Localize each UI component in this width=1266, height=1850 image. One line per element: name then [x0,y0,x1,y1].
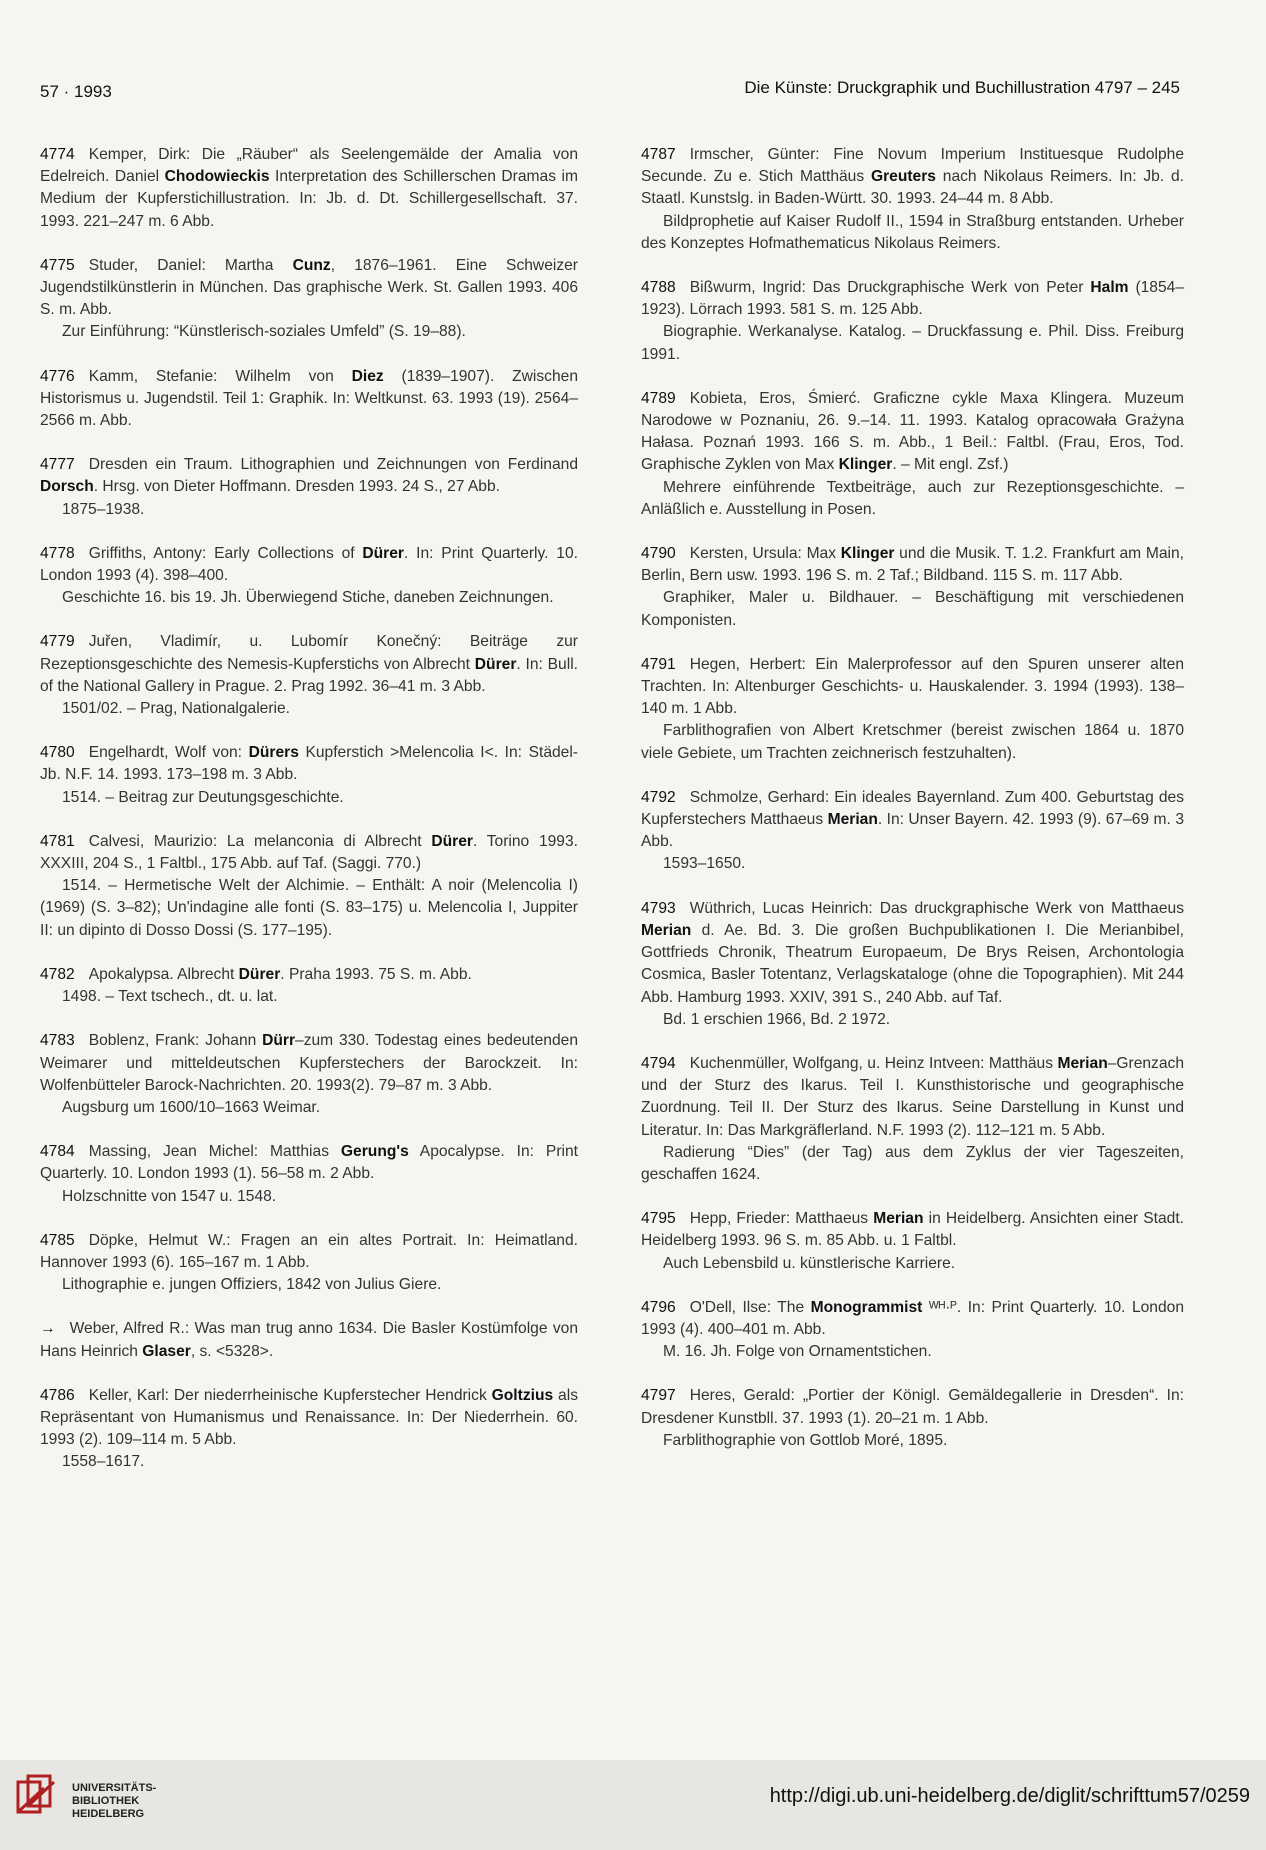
entry-text [40,1385,578,1452]
entry-number: 4779 [40,633,75,651]
bibliography-entry [641,1385,1184,1452]
entry-number: 4790 [641,545,676,563]
entry-note: Zur Einführung: “Künstlerisch-soziales Umfeld” (S. 19–88). [62,323,466,341]
bibliography-entry [641,1053,1184,1186]
entry-text-before: Keller, Karl: Der niederrheinische Kupferstecher Hendrick [88,1386,492,1404]
entry-text-before: Massing, Jean Michel: Matthias [88,1143,341,1161]
bibliography-entry [40,1385,578,1474]
entry-note: Bildprophetie auf Kaiser Rudolf II., 1594 in Straßburg entstanden. Urheber des Konzeptes Hofmathematicus Nikolaus Reimers. [641,212,1184,252]
bibliography-entry [40,454,578,521]
entry-number: 4789 [641,389,676,407]
entry-note: Geschichte 16. bis 19. Jh. Überwiegend Stiche, daneben Zeichnungen. [62,589,554,607]
entry-text-before: Irmscher, Günter: Fine Novum Imperium Instituesque Rudolphe Secunde. Zu e. Stich Matthäus [641,146,1184,186]
entry-number: 4797 [641,1387,676,1405]
entry-text [40,366,578,433]
entry-note: Biographie. Werkanalyse. Katalog. – Druckfassung e. Phil. Diss. Freiburg 1991. [641,323,1184,363]
entry-number: 4782 [40,965,75,983]
entry-artist-name: Merian [827,811,878,829]
entry-note: Holzschnitte von 1547 u. 1548. [62,1187,277,1205]
entry-artist-name: Greuters [870,168,936,186]
entry-text [40,1318,578,1362]
entry-text-before: O'Dell, Ilse: The [689,1298,811,1316]
entry-artist-name: Cunz [292,256,331,274]
entry-text [40,831,578,875]
entry-note: Auch Lebensbild u. künstlerische Karriere. [663,1254,956,1272]
entry-text [641,898,1184,1009]
entry-note: 1514. – Hermetische Welt der Alchimie. – Enthält: A noir (Melencolia I) (1969) (S. 3–82); Un'indagine alle fonti (S. 83–175) u. Melencolia I, Juppiter II: un dipinto di Dosso Dossi (S. 177–195). [40,877,578,939]
entry-text [641,1297,1184,1341]
entry-text-after: (1854–1923). Lörrach 1993. 581 S. m. 125 Abb. [641,279,1184,319]
library-name [72,1782,156,1821]
entry-artist-name: Dürer [362,544,404,562]
bibliography-entry [40,964,578,1008]
entry-text-before: Heres, Gerald: „Portier der Königl. Gemäldegallerie in Dresden“. In: Dresdener Kunstbll. 37. 1993 (1). 20–21 m. 1 Abb. [641,1387,1184,1427]
bibliography-entry [40,543,578,610]
left-column [40,144,578,1496]
entry-number: 4776 [40,367,75,385]
bibliography-entry [641,144,1184,255]
entry-number: 4785 [40,1231,75,1249]
entry-artist-name: Klinger [840,545,895,563]
entry-artist-name: Goltzius [491,1386,554,1404]
bibliography-entry [40,631,578,720]
entry-note: M. 16. Jh. Folge von Ornamentstichen. [663,1343,932,1361]
entry-number: 4774 [40,146,75,163]
entry-number: 4792 [641,788,676,806]
entry-text [40,543,578,587]
entry-text [641,1385,1184,1429]
entry-number: 4775 [40,256,75,274]
entry-artist-name: Halm [1090,279,1129,297]
entry-artist-name: Dürr [262,1032,296,1050]
entry-text-after: und die Musik. T. 1.2. Frankfurt am Main, Berlin, Bern usw. 1993. 196 S. m. 2 Taf.; Bildband. 115 S. m. 117 Abb. [641,545,1184,585]
entry-text [40,255,578,322]
entry-note: 1593–1650. [663,855,746,873]
entry-note: 1498. – Text tschech., dt. u. lat. [62,988,278,1006]
entry-text-before: Hepp, Frieder: Matthaeus [689,1210,874,1228]
bibliography-entry [641,898,1184,1031]
entry-number: 4777 [40,456,75,474]
entry-text-before: Weber, Alfred R.: Was man trug anno 1634. Die Basler Kostümfolge von Hans Heinrich [40,1320,578,1360]
entry-number: 4791 [641,655,676,673]
bibliography-entry [641,388,1184,521]
entry-artist-name: Merian [873,1210,924,1228]
entry-text-after: . In: Print Quarterly. 10. London 1993 (4). 398–400. [40,544,578,585]
bibliography-entry [641,277,1184,366]
entry-text-before: Griffiths, Antony: Early Collections of [88,544,363,562]
entry-text [40,964,578,986]
entry-artist-name: Dorsch [40,478,94,496]
entry-note: 1558–1617. [62,1453,145,1471]
entry-number: 4794 [641,1054,676,1072]
entry-note: Mehrere einführende Textbeiträge, auch zur Rezeptionsgeschichte. – Anläßlich e. Ausstellung in Posen. [641,478,1184,518]
entry-text-before: Kemper, Dirk: Die „Räuber“ als Seelengemälde der Amalia von Edelreich. Daniel [40,146,578,186]
bibliography-entry [40,1230,578,1297]
entry-artist-name: Dürer [238,965,281,983]
library-logo-icon [14,1772,64,1822]
entry-text-after: . – Mit engl. Zsf.) [892,456,1009,474]
bibliography-entry [641,787,1184,876]
bibliography-entry [641,1208,1184,1275]
entry-note: Augsburg um 1600/10–1663 Weimar. [62,1098,321,1116]
entry-text [40,1030,578,1097]
entry-text [641,277,1184,321]
entry-text-before: Bißwurm, Ingrid: Das Druckgraphische Werk von Peter [689,279,1091,297]
entry-number: 4778 [40,544,75,562]
entry-text-before: Kobieta, Eros, Śmierć. Graficzne cykle Maxa Klingera. Muzeum Narodowe w Poznaniu, 26. 9.–14. 11. 1993. Katalog opracowała Grażyna Hałasa. Poznań 1993. 166 S. m. Abb., 1 Beil.: Faltbl. (Frau, Eros, Tod. Graphische Zyklen von Max [641,389,1184,474]
entry-text-after: ᵂᴴ·ᴾ. In: Print Quarterly. 10. London 1993 (4). 400–401 m. Abb. [641,1298,1184,1338]
entry-artist-name: Gerung's [340,1143,409,1161]
entry-text-after: Interpretation des Schillerschen Dramas im Medium der Kupferstichillustration. In: Jb. d. Dt. Schillergesellschaft. 37. 1993. 221–247 m. 6 Abb. [40,168,578,230]
entry-text-before: Döpke, Helmut W.: Fragen an ein altes Portrait. In: Heimatland. Hannover 1993 (6). 165–167 m. 1 Abb. [40,1231,578,1271]
entry-number: 4781 [40,832,75,850]
library-line-1: UNIVERSITÄTS- [72,1782,157,1794]
entry-text [40,1230,578,1274]
entry-text-after: . Hrsg. von Dieter Hoffmann. Dresden 1993. 24 S., 27 Abb. [93,478,500,496]
entry-note: 1875–1938. [62,500,145,518]
entry-text [40,742,578,786]
entry-text-before: Wüthrich, Lucas Heinrich: Das druckgraphische Werk von Matthaeus [689,899,1184,917]
entry-artist-name: Chodowieckis [164,168,270,186]
library-line-3: HEIDELBERG [72,1808,145,1820]
entry-note: Bd. 1 erschien 1966, Bd. 2 1972. [663,1010,891,1028]
source-url[interactable]: http://digi.ub.uni-heidelberg.de/diglit/schrifttum57/0259 [769,1785,1250,1807]
page-header-left: 57 · 1993 [40,82,112,101]
entry-artist-name: Merian [1057,1054,1108,1072]
bibliography-entry [641,1297,1184,1364]
entry-text-before: Juřen, Vladimír, u. Lubomír Konečný: Beiträge zur Rezeptionsgeschichte des Nemesis-Kupferstichs von Albrecht [40,633,578,673]
entry-text-after: (1839–1907). Zwischen Historismus u. Jugendstil. Teil 1: Graphik. In: Weltkunst. 63. 1993 (19). 2564–2566 m. Abb. [40,367,578,430]
entry-text-after: . In: Bull. of the National Gallery in Prague. 2. Prag 1992. 36–41 m. 3 Abb. [40,655,578,695]
entry-text-after: . Praha 1993. 75 S. m. Abb. [280,965,472,983]
entry-note: Farblithografien von Albert Kretschmer (bereist zwischen 1864 u. 1870 viele Gebiete, um Trachten zeichnerisch festzuhalten). [641,722,1184,762]
entry-text [641,654,1184,721]
entry-text [641,543,1184,587]
entry-note: 1514. – Beitrag zur Deutungsgeschichte. [62,788,344,806]
entry-artist-name: Merian [641,921,692,939]
bibliography-entry [40,255,578,344]
entry-text-after: –Grenzach und der Sturz des Ikarus. Teil I. Kunsthistorische und geographische Zuordnung. Teil II. Der Sturz des Ikarus. Seine Darstellung in Kunst und Literatur. In: Das Markgräflerland. N.F. 1993 (2). 112–121 m. 5 Abb. [641,1054,1184,1139]
entry-artist-name: Dürer [474,655,517,673]
entry-number: 4783 [40,1032,75,1050]
entry-artist-name: Dürers [248,744,299,762]
entry-text-after: . Torino 1993. XXXIII, 204 S., 1 Faltbl., 175 Abb. auf Taf. (Saggi. 770.) [40,832,578,873]
entry-text-after: , s. <5328>. [190,1342,274,1360]
entry-text-after: –zum 330. Todestag eines bedeutenden Weimarer und mitteldeutschen Kupferstechers der Barockzeit. In: Wolfenbütteler Barock-Nachrichten. 20. 1993(2). 79–87 m. 3 Abb. [40,1032,578,1094]
entry-text-before: Calvesi, Maurizio: La melanconia di Albrecht [88,832,432,850]
bibliography-entry [40,1141,578,1208]
entry-text [40,144,578,233]
entry-number: 4796 [641,1298,676,1316]
entry-text [40,454,578,498]
entry-text [641,1208,1184,1252]
bibliography-entry [40,742,578,809]
entry-text-before: Apokalypsa. Albrecht [88,965,239,983]
entry-text-before: Hegen, Herbert: Ein Malerprofessor auf den Spuren unserer alten Trachten. In: Altenburger Geschichts- u. Hauskalender. 3. 1994 (1993). 138–140 m. 1 Abb. [641,655,1184,718]
entry-text [641,1053,1184,1142]
entry-text [40,1141,578,1185]
bibliography-entry [40,1030,578,1119]
entry-text [641,787,1184,854]
entry-number: 4780 [40,744,75,762]
entry-text-after: . In: Unser Bayern. 42. 1993 (9). 67–69 m. 3 Abb. [641,811,1184,851]
page-header-right: Die Künste: Druckgraphik und Buchillustration 4797 – 245 [744,78,1180,97]
bibliography-entry [40,144,578,233]
library-line-2: BIBLIOTHEK [72,1795,140,1807]
entry-artist-name: Dürer [431,832,473,850]
bibliography-entry [641,543,1184,632]
entry-number: 4788 [641,279,676,297]
entry-text-before: Boblenz, Frank: Johann [88,1032,263,1050]
bibliography-entry [40,366,578,433]
entry-text-after: in Heidelberg. Ansichten einer Stadt. Heidelberg 1993. 96 S. m. 85 Abb. u. 1 Faltbl. [641,1210,1184,1250]
entry-number: 4793 [641,899,676,917]
entry-note: Lithographie e. jungen Offiziers, 1842 von Julius Giere. [62,1276,442,1294]
entry-text-after: d. Ae. Bd. 3. Die großen Buchpublikationen I. Die Merianbibel, Gottfrieds Chronik, Theatrum Europaeum, De Brys Reisen, Archontologia Cosmica, Basler Totentanz, Verlagskataloge (ohne die Topographien). Mit 244 Abb. Hamburg 1993. XXIV, 391 S., 240 Abb. auf Taf. [641,921,1184,1006]
entry-note: Radierung “Dies” (der Tag) aus dem Zyklus der vier Tageszeiten, geschaffen 1624. [641,1143,1184,1183]
entry-number: 4784 [40,1143,75,1161]
entry-text-after: , 1876–1961. Eine Schweizer Jugendstilkünstlerin in München. Das graphische Werk. St. Gallen 1993. 406 S. m. Abb. [40,256,578,319]
entry-number: → [40,1320,56,1338]
bibliography-entry [641,654,1184,765]
entry-artist-name: Klinger [838,456,893,474]
entry-text [641,388,1184,477]
entry-text-before: Kersten, Ursula: Max [689,545,841,563]
entry-text-before: Kuchenmüller, Wolfgang, u. Heinz Intveen: Matthäus [689,1054,1058,1072]
entry-text-after: Kupferstich >Melencolia I<. In: Städel-Jb. N.F. 14. 1993. 173–198 m. 3 Abb. [40,744,578,784]
entry-artist-name: Monogrammist [810,1298,923,1316]
entry-text-before: Engelhardt, Wolf von: [88,744,249,762]
right-column [641,144,1184,1474]
entry-text-after: Apocalypse. In: Print Quarterly. 10. London 1993 (1). 56–58 m. 2 Abb. [40,1143,578,1183]
entry-number: 4795 [641,1210,676,1228]
entry-text [40,631,578,698]
entry-artist-name: Diez [351,367,384,385]
entry-text [641,144,1184,211]
entry-note: Graphiker, Maler u. Bildhauer. – Beschäftigung mit verschiedenen Komponisten. [641,589,1184,629]
entry-note: 1501/02. – Prag, Nationalgalerie. [62,700,290,718]
entry-text-before: Dresden ein Traum. Lithographien und Zeichnungen von Ferdinand [88,456,578,474]
entry-text-before: Kamm, Stefanie: Wilhelm von [88,367,352,385]
entry-artist-name: Glaser [142,1342,191,1360]
entry-text-before: Studer, Daniel: Martha [88,256,293,274]
bibliography-entry [40,1318,578,1362]
footer-bar [0,1760,1266,1850]
entry-number: 4787 [641,146,676,163]
bibliography-entry [40,831,578,942]
entry-text-after: nach Nikolaus Reimers. In: Jb. d. Staatl. Kunstslg. in Baden-Württ. 30. 1993. 24–44 m. 8 Abb. [641,168,1184,208]
entry-text-before: Schmolze, Gerhard: Ein ideales Bayernland. Zum 400. Geburtstag des Kupferstechers Matthaeus [641,788,1184,829]
entry-note: Farblithographie von Gottlob Moré, 1895. [663,1431,948,1449]
entry-number: 4786 [40,1386,75,1404]
entry-text-after: als Repräsentant von Humanismus und Renaissance. In: Der Niederrhein. 60. 1993 (2). 109–114 m. 5 Abb. [40,1386,578,1449]
